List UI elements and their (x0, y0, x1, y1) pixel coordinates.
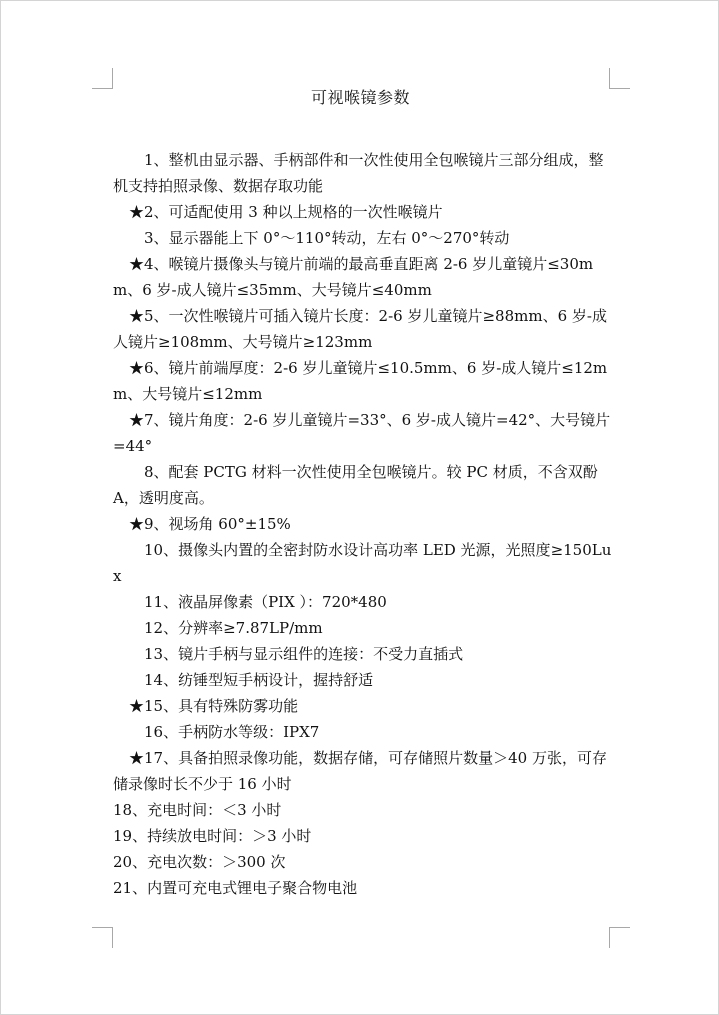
spec-item: 3、显示器能上下 0°～110°转动，左右 0°～270°转动 (144, 229, 510, 247)
spec-item: 14、纺锤型短手柄设计，握持舒适 (144, 671, 374, 689)
spec-item: 8、配套 PCTG 材料一次性使用全包喉镜片。较 PC 材质，不含双酚 A，透明度高。 (113, 463, 598, 507)
spec-item: 13、镜片手柄与显示组件的连接：不受力直插式 (144, 645, 464, 663)
spec-item: ★5、一次性喉镜片可插入镜片长度：2-6 岁儿童镜片≥88mm、6 岁-成人镜片≥108mm、大号镜片≥123mm (113, 307, 607, 351)
spec-item: 10、摄像头内置的全密封防水设计高功率 LED 光源，光照度≥150Lux (113, 541, 612, 585)
document-body[interactable] (113, 147, 613, 901)
spec-item: 16、手柄防水等级：IPX7 (144, 723, 320, 741)
spec-item: ★4、喉镜片摄像头与镜片前端的最高垂直距离 2-6 岁儿童镜片≤30mm、6 岁-成人镜片≤35mm、大号镜片≤40mm (113, 255, 594, 299)
spec-item: ★17、具备拍照录像功能，数据存储，可存储照片数量＞40 万张，可存储录像时长不少于 16 小时 (113, 749, 607, 793)
spec-item: 12、分辨率≥7.87LP/mm (144, 619, 323, 637)
corner-mark-top-left (92, 68, 113, 89)
corner-mark-bottom-right (609, 927, 630, 948)
spec-item: 11、液晶屏像素（PIX ）：720*480 (144, 593, 387, 611)
spec-item: 18、充电时间：＜3 小时 (113, 801, 282, 819)
document-title: 可视喉镜参数 (310, 88, 410, 107)
spec-item: ★15、具有特殊防雾功能 (129, 697, 299, 715)
spec-item: ★6、镜片前端厚度：2-6 岁儿童镜片≤10.5mm、6 岁-成人镜片≤12mm、大号镜片≤12mm (113, 359, 608, 403)
corner-mark-bottom-left (92, 927, 113, 948)
spec-item: 20、充电次数：＞300 次 (113, 853, 286, 871)
spec-item: ★2、可适配使用 3 种以上规格的一次性喉镜片 (129, 203, 443, 221)
spec-item: 19、持续放电时间：＞3 小时 (113, 827, 312, 845)
spec-item: ★7、镜片角度：2-6 岁儿童镜片=33°、6 岁-成人镜片=42°、大号镜片=44° (113, 411, 611, 455)
corner-mark-top-right (609, 68, 630, 89)
spec-item: 1、整机由显示器、手柄部件和一次性使用全包喉镜片三部分组成，整机支持拍照录像、数据存取功能 (113, 151, 604, 195)
spec-item: ★9、视场角 60°±15% (129, 515, 291, 533)
spec-item: 21、内置可充电式锂电子聚合物电池 (113, 879, 358, 897)
